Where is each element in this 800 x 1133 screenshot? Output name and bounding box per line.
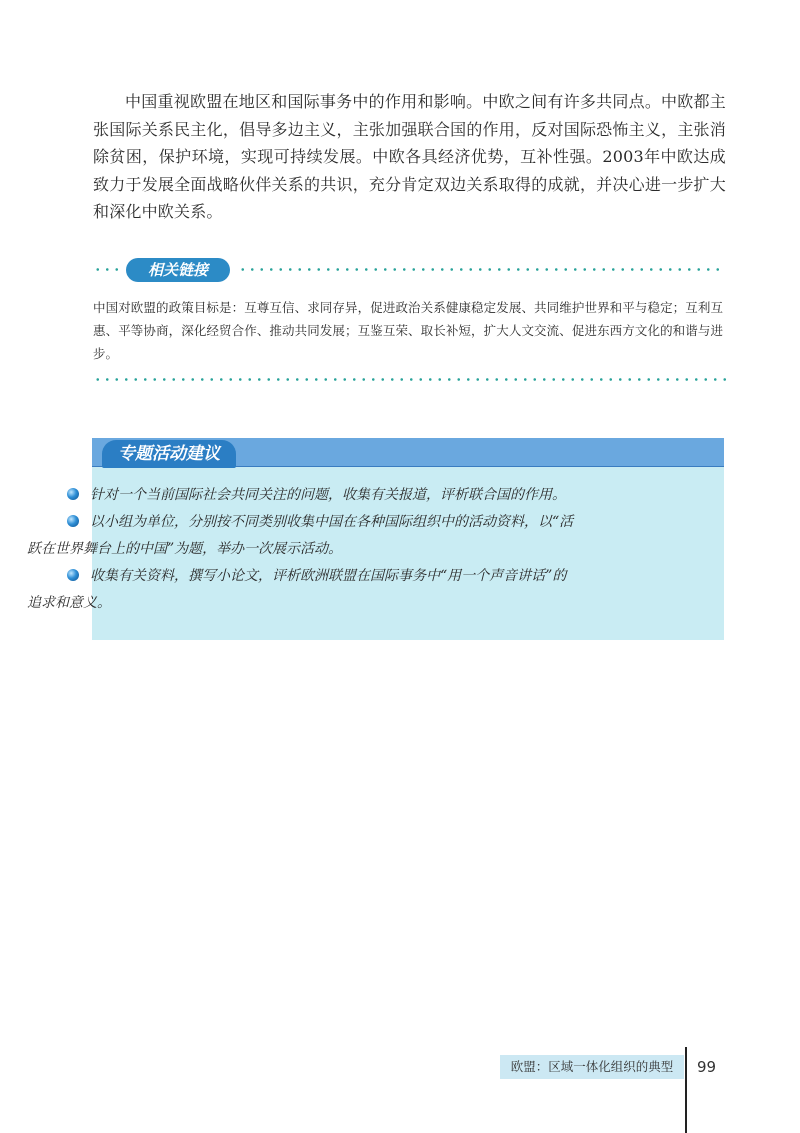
page-number: 99 bbox=[697, 1058, 717, 1076]
link-divider-right bbox=[238, 268, 726, 271]
activity-item-text-continued: 追求和意义。 bbox=[27, 595, 111, 611]
activity-item-text-continued: 跃在世界舞台上的中国”为题，举办一次展示活动。 bbox=[27, 541, 343, 557]
link-divider-left bbox=[93, 268, 123, 271]
chapter-footer: 欧盟：区域一体化组织的典型 bbox=[500, 1055, 684, 1079]
activity-item bbox=[67, 482, 615, 509]
bullet-icon bbox=[67, 569, 79, 581]
bullet-icon bbox=[67, 488, 79, 500]
related-link-badge: 相关链接 bbox=[126, 258, 230, 282]
footer-rule bbox=[685, 1047, 687, 1133]
related-link-text: 中国对欧盟的政策目标是：互尊互信、求同存异，促进政治关系健康稳定发展、共同维护世界和平与稳定；互利互惠、平等协商，深化经贸合作、推动共同发展；互鉴互荣、取长补短，扩大人文交流、促进东西方文化的和谐与进步。 bbox=[93, 300, 723, 361]
activity-item bbox=[27, 563, 629, 617]
activity-item-text: 以小组为单位，分别按不同类别收集中国在各种国际组织中的活动资料，以“活 bbox=[90, 514, 574, 530]
activity-item-text: 针对一个当前国际社会共同关注的问题，收集有关报道，评析联合国的作用。 bbox=[90, 487, 566, 503]
link-divider-bottom bbox=[93, 378, 726, 381]
activity-title: 专题活动建议 bbox=[102, 440, 236, 468]
activity-item bbox=[27, 509, 629, 563]
bullet-icon bbox=[67, 515, 79, 527]
main-paragraph: 中国重视欧盟在地区和国际事务中的作用和影响。中欧之间有许多共同点。中欧都主张国际关系民主化，倡导多边主义，主张加强联合国的作用，反对国际恐怖主义，主张消除贫困，保护环境，实现可持续发展。中欧各具经济优势，互补性强。2003年中欧达成致力于发展全面战略伙伴关系的共识，充分肯定双边关系取得的成就，并决心进一步扩大和深化中欧关系。 bbox=[93, 92, 726, 221]
activity-item-text: 收集有关资料，撰写小论文，评析欧洲联盟在国际事务中“用一个声音讲话”的 bbox=[90, 568, 567, 584]
